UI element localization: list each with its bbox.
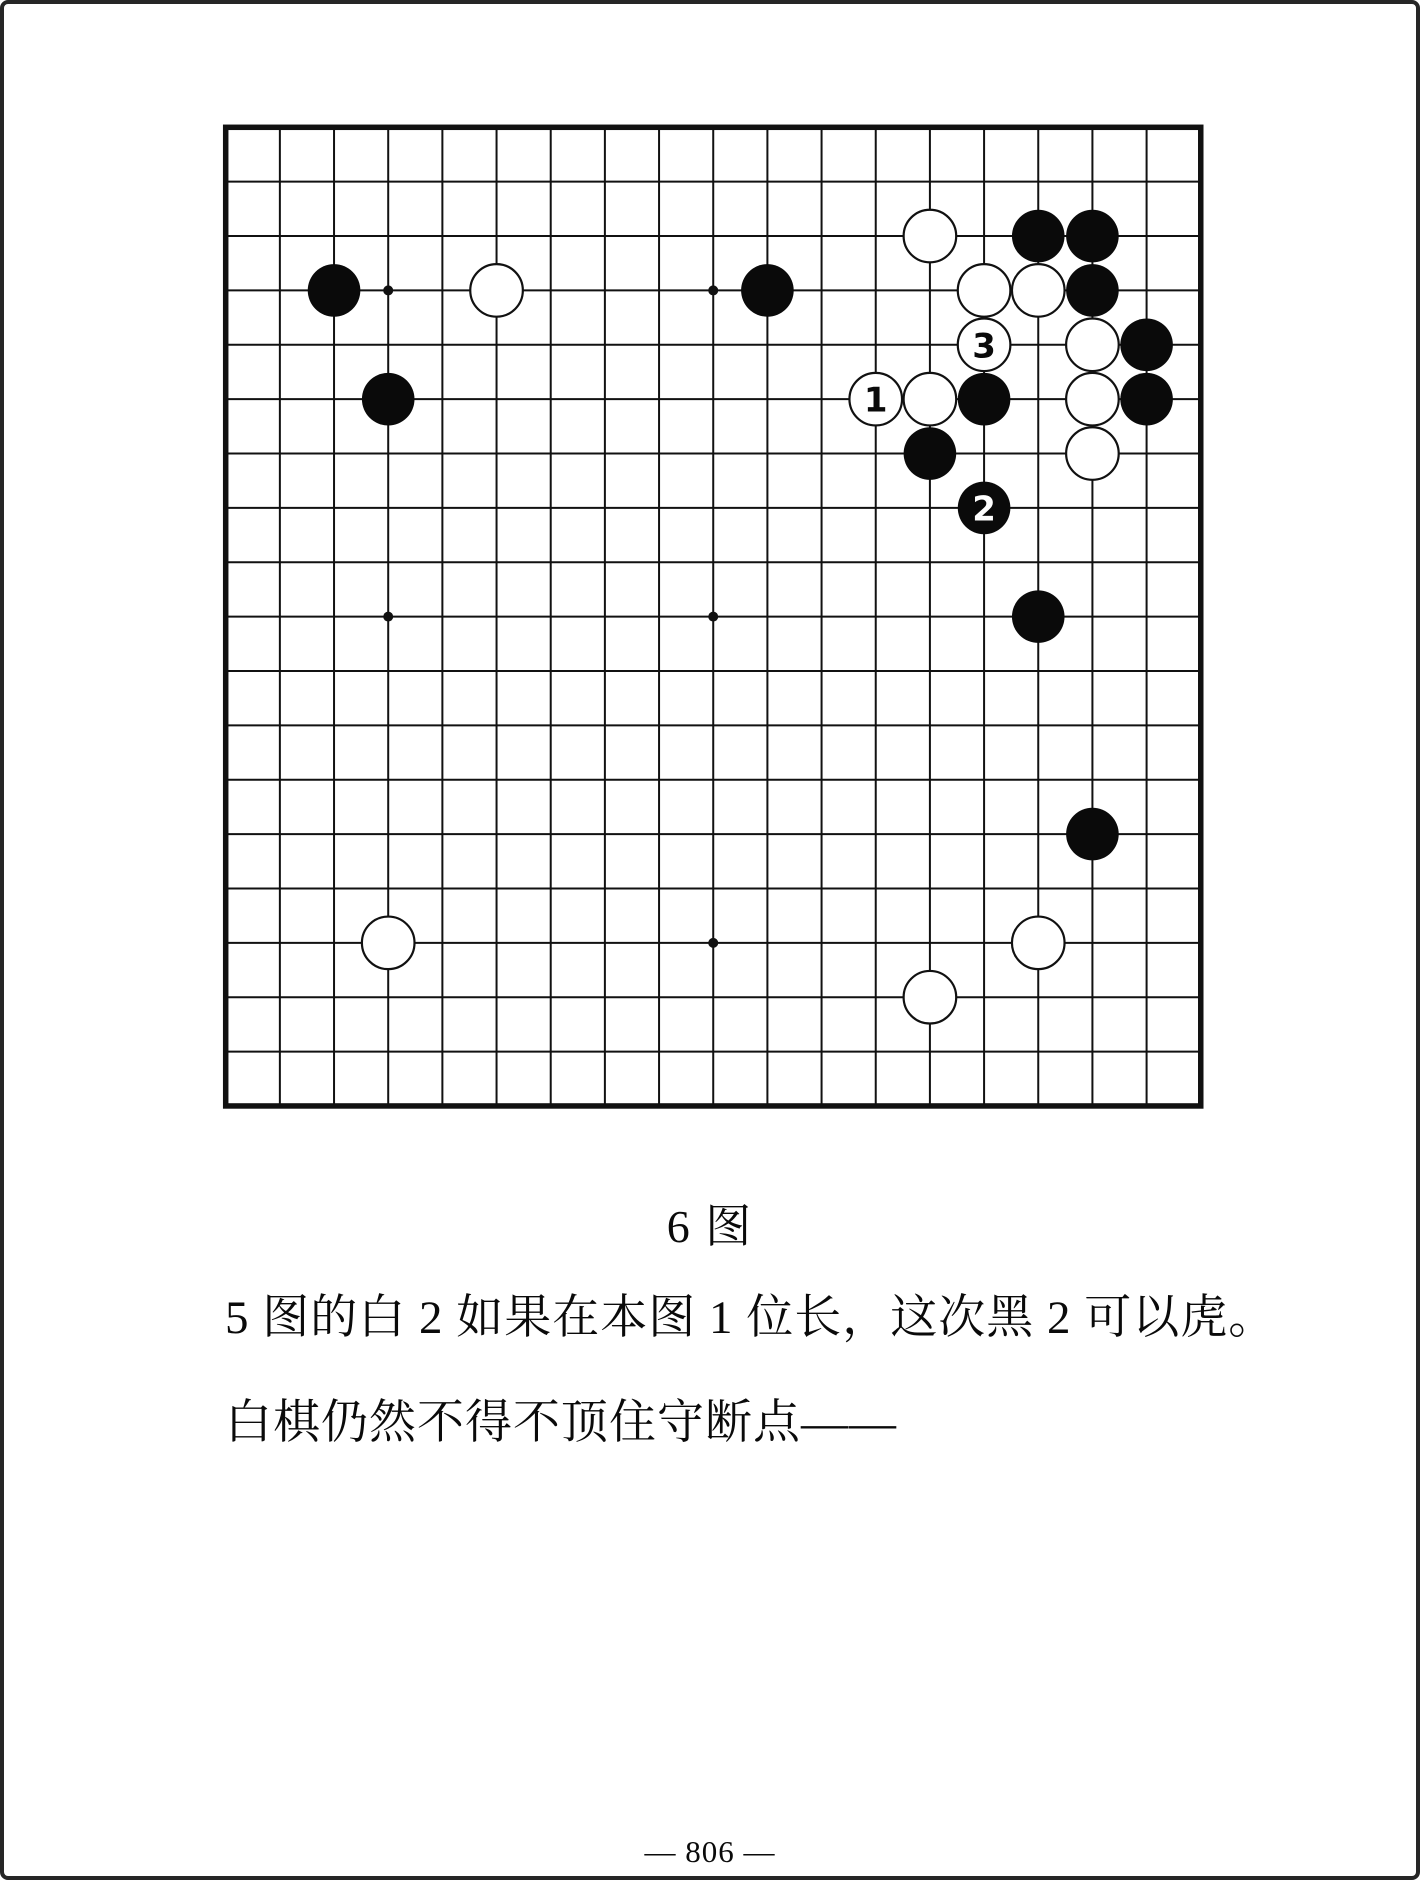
star-point <box>383 612 393 622</box>
go-board <box>194 96 1234 1140</box>
white-stone <box>958 264 1011 317</box>
black-stone <box>1066 210 1119 263</box>
white-stone <box>1012 264 1065 317</box>
black-stone <box>904 427 957 480</box>
black-stone <box>308 264 361 317</box>
black-stone <box>362 373 415 426</box>
white-stone <box>904 971 957 1024</box>
white-stone <box>904 210 957 263</box>
white-stone <box>470 264 523 317</box>
black-stone <box>1066 808 1119 861</box>
paragraph-line-1: 5 图的白 2 如果在本图 1 位长，这次黑 2 可以虎。 <box>225 1292 1277 1344</box>
black-stone <box>1120 318 1173 371</box>
white-stone <box>1012 917 1065 970</box>
white-stone <box>1066 427 1119 480</box>
star-point <box>708 285 718 295</box>
paragraph-line-2: 白棋仍然不得不顶住守断点—— <box>225 1397 897 1449</box>
star-point <box>708 612 718 622</box>
star-point <box>708 938 718 948</box>
move-number-label: 1 <box>863 380 888 421</box>
black-stone <box>1012 210 1065 263</box>
black-stone <box>741 264 794 317</box>
black-stone <box>1120 373 1173 426</box>
white-stone <box>1066 373 1119 426</box>
star-point <box>383 285 393 295</box>
move-number-label: 2 <box>972 489 996 530</box>
go-board-diagram <box>194 96 1234 1140</box>
black-stone <box>1012 590 1065 643</box>
move-number-label: 3 <box>972 326 996 367</box>
white-stone <box>1066 318 1119 371</box>
page-number: — 806 — <box>644 1834 776 1869</box>
figure-caption: 6 图 <box>666 1201 754 1252</box>
black-stone <box>958 373 1011 426</box>
white-stone <box>904 373 957 426</box>
black-stone <box>1066 264 1119 317</box>
white-stone <box>362 917 415 970</box>
